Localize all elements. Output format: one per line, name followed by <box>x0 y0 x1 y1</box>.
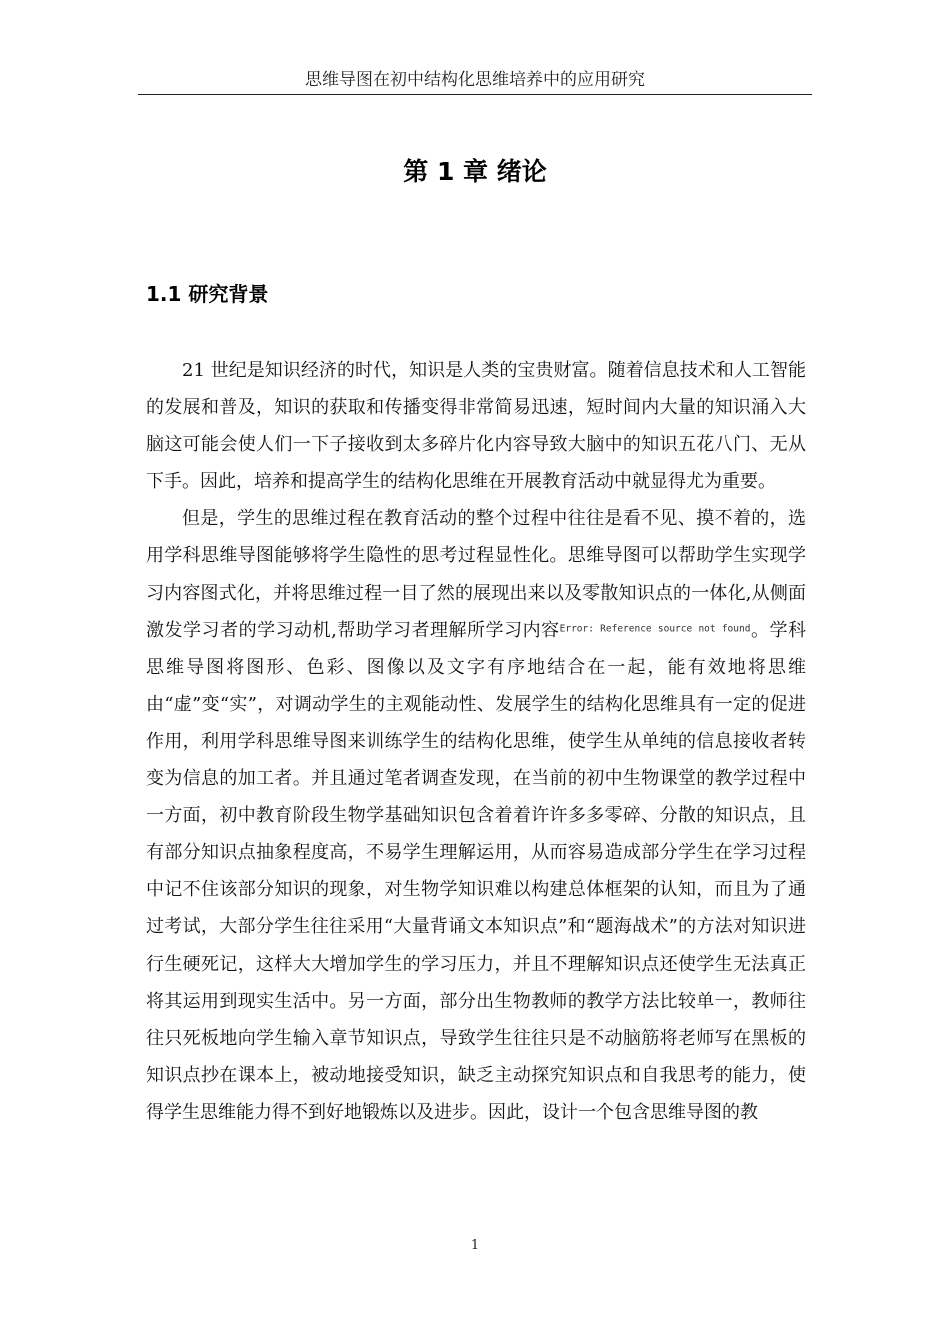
body-text <box>146 352 806 1131</box>
paragraph-2-part-2: 。学科思维导图将图形、色彩、图像以及文字有序地结合在一起，能有效地将思维由“虚”变“实”，对调动学生的主观能动性、发展学生的结构化思维具有一定的促进作用，利用学科思维导图来训练学生的结构化思维，使学生从单纯的信息接收者转变为信息的加工者。并且通过笔者调查发现，在当前的初中生物课堂的教学过程中一方面，初中教育阶段生物学基础知识包含着着许许多多零碎、分散的知识点，且有部分知识点抽象程度高，不易学生理解运用，从而容易造成部分学生在学习过程中记不住该部分知识的现象，对生物学知识难以构建总体框架的认知，而且为了通过考试，大部分学生往往采用“大量背诵文本知识点”和“题海战术”的方法对知识进行生硬死记，这样大大增加学生的学习压力，并且不理解知识点还使学生无法真正将其运用到现实生活中。另一方面，部分出生物教师的教学方法比较单一，教师往往只死板地向学生输入章节知识点，导致学生往往只是不动脑筋将老师写在黑板的知识点抄在课本上，被动地接受知识，缺乏主动探究知识点和自我思考的能力，使得学生思维能力得不到好地锻炼以及进步。因此，设计一个包含思维导图的教 <box>146 619 806 1123</box>
chapter-title: 第 1 章 绪论 <box>403 157 547 186</box>
paragraph-1: 21 世纪是知识经济的时代，知识是人类的宝贵财富。随着信息技术和人工智能的发展和普及，知识的获取和传播变得非常简易迅速，短时间内大量的知识涌入大脑这可能会使人们一下子接收到太多碎片化内容导致大脑中的知识五花八门、无从下手。因此，培养和提高学生的结构化思维在开展教育活动中就显得尤为重要。 <box>146 360 806 493</box>
paragraph-2-part-1: 但是，学生的思维过程在教育活动的整个过程中往往是看不见、摸不着的，选用学科思维导图能够将学生隐性的思考过程显性化。思维导图可以帮助学生实现学习内容图式化，并将思维过程一目了然的展现出来以及零散知识点的一体化,从侧面激发学习者的学习动机,帮助学习者理解所学习内容 <box>146 508 806 641</box>
reference-error: Error: Reference source not found <box>559 622 751 634</box>
header-rule <box>138 94 812 95</box>
page-number: 1 <box>470 1238 480 1253</box>
section-title: 1.1 研究背景 <box>146 282 269 306</box>
running-header: 思维导图在初中结构化思维培养中的应用研究 <box>305 70 645 90</box>
paragraph-2 <box>146 500 806 1131</box>
